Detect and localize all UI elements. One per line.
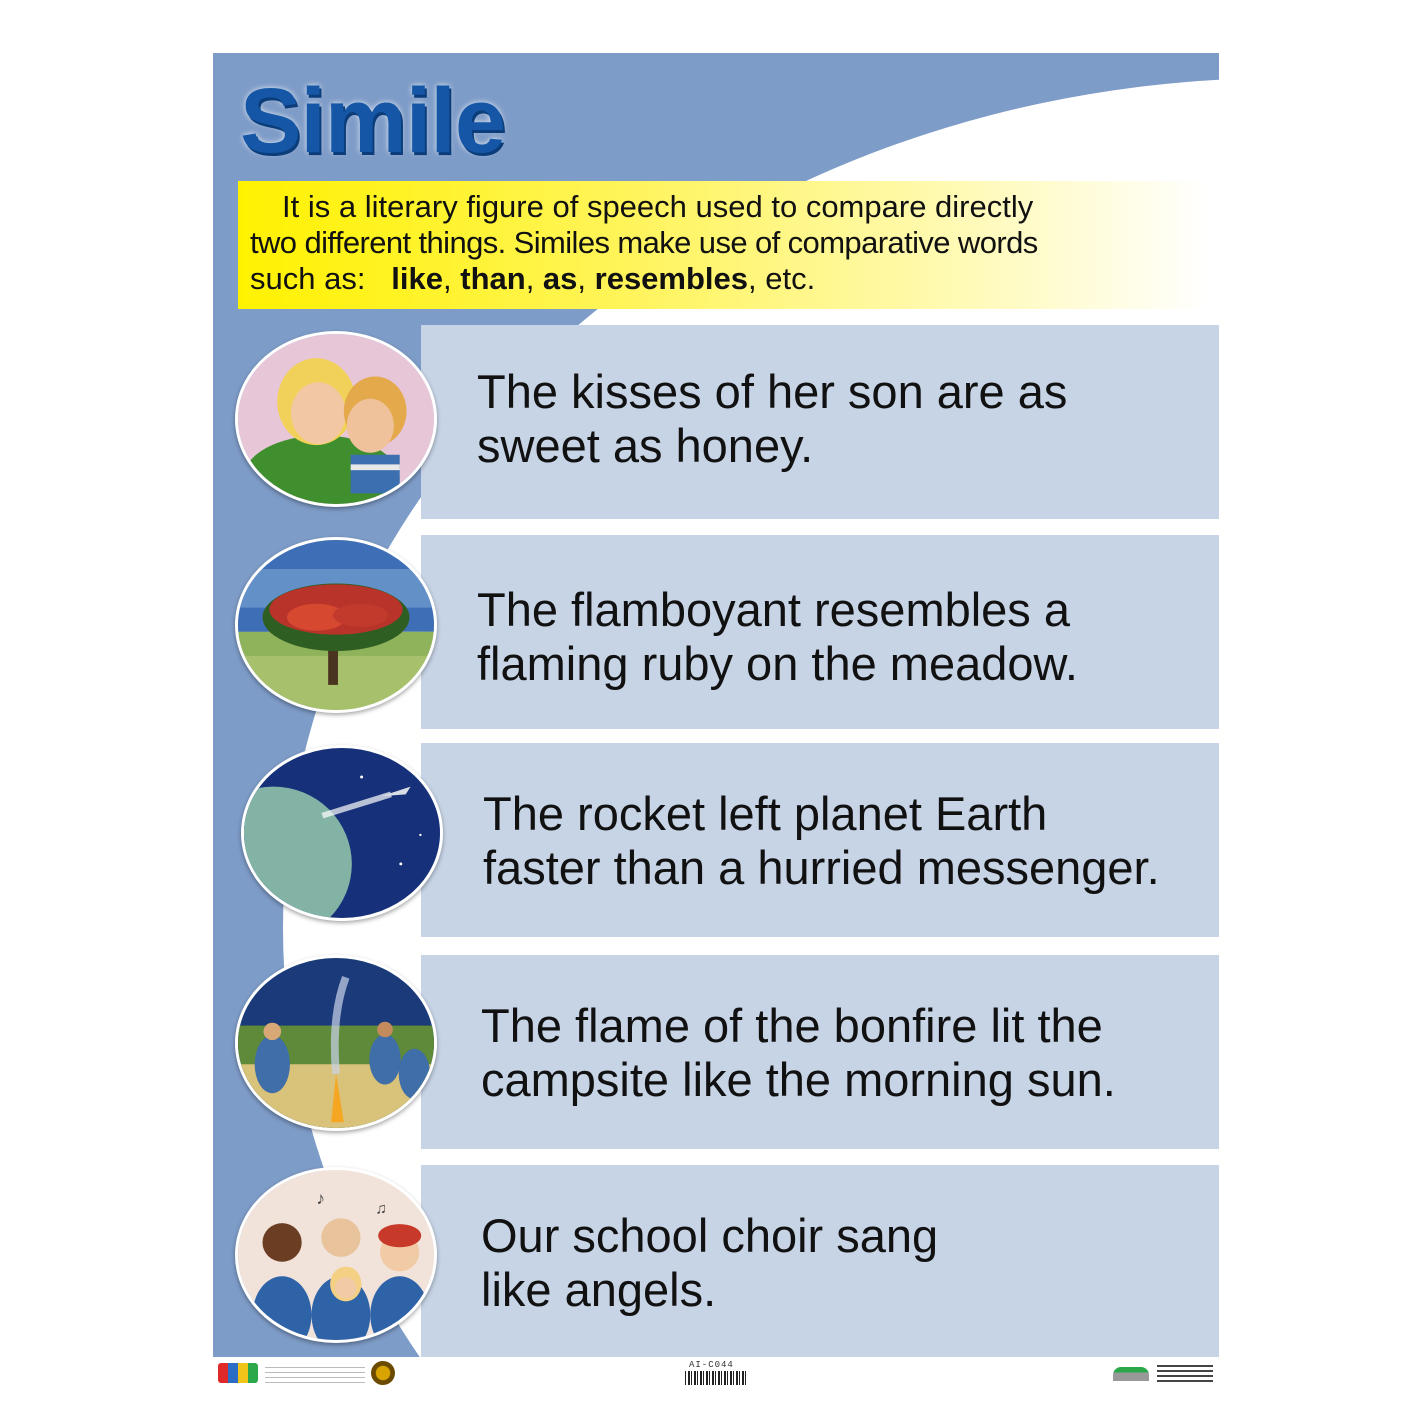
example-sentence: The flamboyant resembles a flaming ruby on the meadow. bbox=[477, 583, 1078, 690]
definition-box bbox=[238, 181, 1208, 309]
poster bbox=[213, 53, 1219, 1357]
poster-footer bbox=[213, 1357, 1219, 1397]
partner-logo-icon bbox=[1113, 1367, 1149, 1381]
seal-icon bbox=[371, 1361, 395, 1385]
example-sentence: The flame of the bonfire lit the campsite like the morning sun. bbox=[481, 999, 1116, 1106]
example-sentence: Our school choir sang like angels. bbox=[481, 1209, 939, 1316]
keyword-like: like bbox=[391, 261, 444, 296]
example-sentence: The kisses of her son are as sweet as honey. bbox=[477, 365, 1068, 472]
definition-line-1: It is a literary figure of speech used to compare directly bbox=[282, 189, 1034, 224]
keyword-as: as bbox=[542, 261, 578, 296]
school-choir-illustration bbox=[235, 1167, 437, 1343]
rocket-and-earth-illustration bbox=[241, 745, 443, 921]
mother-and-son-illustration bbox=[235, 331, 437, 507]
barcode-icon bbox=[685, 1371, 747, 1385]
flamboyant-tree-illustration bbox=[235, 537, 437, 713]
publisher-fine-print bbox=[265, 1367, 365, 1383]
page-title: Simile bbox=[240, 70, 506, 172]
keyword-than: than bbox=[460, 261, 526, 296]
definition-line-2: two different things. Similes make use of comparative words bbox=[250, 225, 1038, 260]
product-code: AI-C044 bbox=[689, 1360, 734, 1370]
example-sentence: The rocket left planet Earth faster than a hurried messenger. bbox=[483, 787, 1160, 894]
bonfire-campsite-illustration bbox=[235, 955, 437, 1131]
distributor-logo-icon bbox=[1157, 1365, 1213, 1385]
publisher-logo-icon bbox=[218, 1363, 258, 1383]
definition-line-3: such as: like, than, as, resembles, etc. bbox=[250, 261, 816, 296]
keyword-resembles: resembles bbox=[594, 261, 749, 296]
svg-text:♫: ♫ bbox=[375, 1200, 387, 1218]
svg-text:♪: ♪ bbox=[316, 1187, 326, 1208]
